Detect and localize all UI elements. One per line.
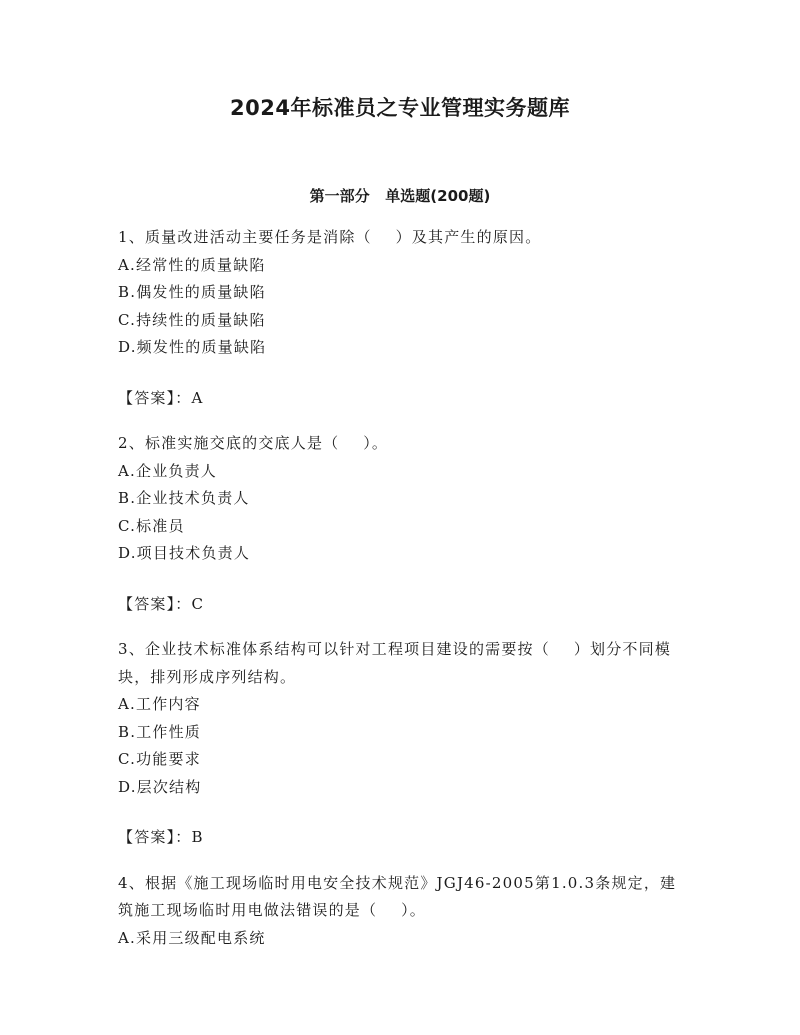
option-b: B.工作性质: [118, 722, 201, 741]
option-d: D.层次结构: [118, 777, 202, 796]
question-stem: 3、企业技术标准体系结构可以针对工程项目建设的需要按（ ）划分不同模块，排列形成序列结构。: [118, 640, 672, 686]
option-d: D.频发性的质量缺陷: [118, 338, 267, 356]
option-d: D.项目技术负责人: [118, 544, 251, 562]
option-a: A.工作内容: [118, 695, 201, 713]
question-item: [118, 870, 690, 953]
question-item: [118, 430, 690, 618]
question-item: [118, 636, 690, 852]
document-title: 2024年标准员之专业管理实务题库: [230, 96, 570, 120]
answer-line: 【答案】：B: [118, 828, 204, 846]
option-c: C.持续性的质量缺陷: [118, 310, 266, 329]
option-a: A.企业负责人: [118, 461, 218, 480]
option-b: B.偶发性的质量缺陷: [118, 283, 266, 301]
question-stem: 1、质量改进活动主要任务是消除（ ）及其产生的原因。: [118, 228, 542, 246]
section-heading: 第一部分 单选题(200题): [309, 187, 491, 205]
option-b: B.企业技术负责人: [118, 489, 250, 507]
question-item: [118, 224, 690, 412]
question-stem: 2、标准实施交底的交底人是（ ）。: [118, 434, 389, 452]
option-c: C.标准员: [118, 516, 185, 535]
answer-line: 【答案】：C: [118, 594, 205, 613]
question-stem: 4、根据《施工现场临时用电安全技术规范》JGJ46-2005第1.0.3条规定，建筑施工现场临时用电做法错误的是（ ）。: [118, 873, 677, 919]
option-a: A.经常性的质量缺陷: [118, 255, 266, 274]
option-c: C.功能要求: [118, 750, 201, 768]
option-a: A.采用三级配电系统: [118, 928, 266, 947]
answer-line: 【答案】：A: [118, 388, 204, 407]
question-list: [118, 224, 690, 952]
